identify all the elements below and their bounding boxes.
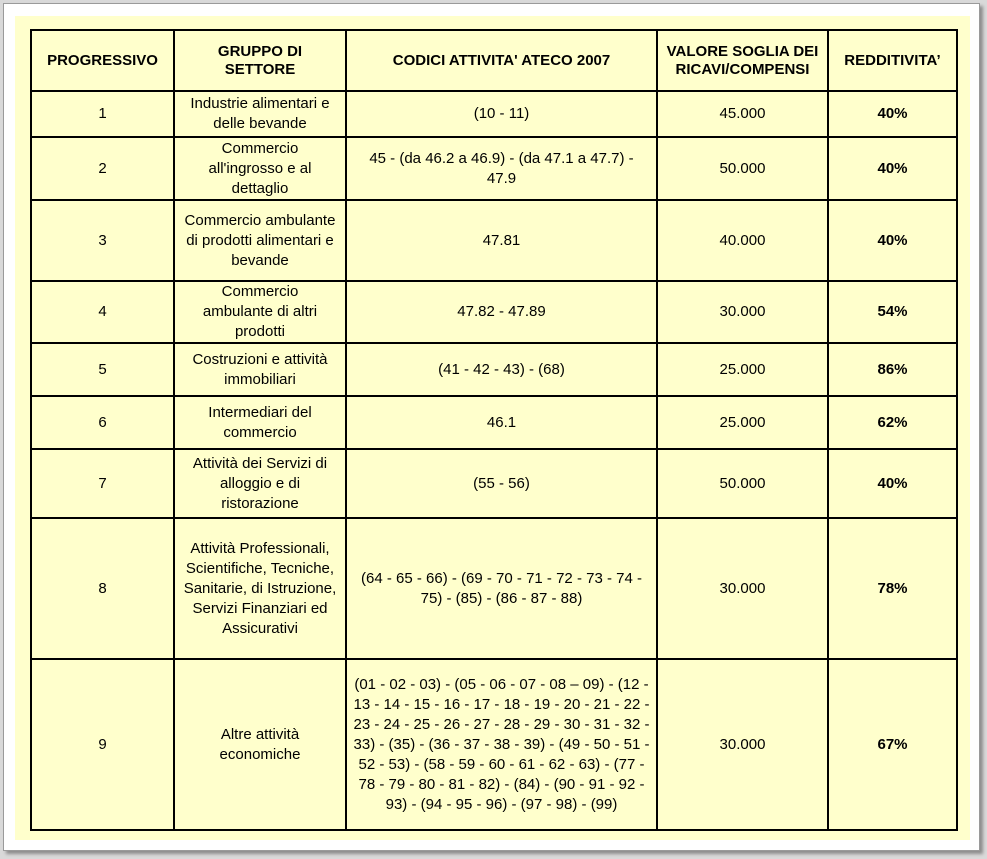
table-row: [31, 91, 957, 137]
header-row: [31, 30, 957, 91]
header-progressivo: PROGRESSIVO: [31, 30, 174, 91]
table-row: [31, 518, 957, 659]
cell-codici: (01 - 02 - 03) - (05 - 06 - 07 - 08 – 09) - (12 - 13 - 14 - 15 - 16 - 17 - 18 - 19 - 20 - 21 - 22 - 23 - 24 - 25 - 26 - 27 - 28 - 29 - 30 - 31 - 32 - 33) - (35) - (36 - 37 - 38 - 39) - (49 - 50 - 51 - 52 - 53) - (58 - 59 - 60 - 61 - 62 - 63) - (77 - 78 - 79 - 80 - 81 - 82) - (84) - (90 - 91 - 92 - 93) - (94 - 95 - 96) - (97 - 98) - (99): [346, 659, 657, 830]
cell-progressivo: 3: [31, 200, 174, 281]
cell-redditivita: 78%: [828, 518, 957, 659]
cell-gruppo: Commercio all'ingrosso e al dettaglio: [174, 137, 346, 200]
cell-gruppo: Intermediari del commercio: [174, 396, 346, 449]
cell-progressivo: 4: [31, 281, 174, 343]
cell-gruppo: Attività Professionali, Scientifiche, Tecniche, Sanitarie, di Istruzione, Servizi Finanziari ed Assicurativi: [174, 518, 346, 659]
cell-redditivita: 67%: [828, 659, 957, 830]
cell-gruppo: Attività dei Servizi di alloggio e di ristorazione: [174, 449, 346, 518]
cell-progressivo: 9: [31, 659, 174, 830]
cell-gruppo: Commercio ambulante di altri prodotti: [174, 281, 346, 343]
table-row: [31, 343, 957, 396]
cell-redditivita: 40%: [828, 449, 957, 518]
ateco-thresholds-table: [30, 29, 958, 831]
cell-codici: 45 - (da 46.2 a 46.9) - (da 47.1 a 47.7) - 47.9: [346, 137, 657, 200]
cell-codici: 47.81: [346, 200, 657, 281]
cell-redditivita: 40%: [828, 137, 957, 200]
header-soglia: VALORE SOGLIA DEI RICAVI/COMPENSI: [657, 30, 828, 91]
cell-codici: (41 - 42 - 43) - (68): [346, 343, 657, 396]
cell-soglia: 50.000: [657, 137, 828, 200]
cell-gruppo: Costruzioni e attività immobiliari: [174, 343, 346, 396]
cell-soglia: 25.000: [657, 343, 828, 396]
cell-redditivita: 54%: [828, 281, 957, 343]
cell-progressivo: 8: [31, 518, 174, 659]
cell-codici: (64 - 65 - 66) - (69 - 70 - 71 - 72 - 73 - 74 - 75) - (85) - (86 - 87 - 88): [346, 518, 657, 659]
table-row: [31, 137, 957, 200]
cell-progressivo: 6: [31, 396, 174, 449]
cell-gruppo: Industrie alimentari e delle bevande: [174, 91, 346, 137]
cell-progressivo: 7: [31, 449, 174, 518]
header-redditivita: REDDITIVITA’: [828, 30, 957, 91]
cell-soglia: 50.000: [657, 449, 828, 518]
cell-redditivita: 62%: [828, 396, 957, 449]
cell-soglia: 30.000: [657, 659, 828, 830]
cell-soglia: 30.000: [657, 281, 828, 343]
cell-gruppo: Commercio ambulante di prodotti alimentari e bevande: [174, 200, 346, 281]
cell-soglia: 25.000: [657, 396, 828, 449]
cell-redditivita: 40%: [828, 91, 957, 137]
header-codici: CODICI ATTIVITA' ATECO 2007: [346, 30, 657, 91]
cell-codici: 46.1: [346, 396, 657, 449]
cell-codici: (55 - 56): [346, 449, 657, 518]
cell-progressivo: 2: [31, 137, 174, 200]
cell-redditivita: 40%: [828, 200, 957, 281]
cell-gruppo: Altre attività economiche: [174, 659, 346, 830]
table-row: [31, 396, 957, 449]
cell-codici: (10 - 11): [346, 91, 657, 137]
cell-redditivita: 86%: [828, 343, 957, 396]
table-row: [31, 200, 957, 281]
cell-soglia: 45.000: [657, 91, 828, 137]
cell-soglia: 30.000: [657, 518, 828, 659]
header-gruppo: GRUPPO DI SETTORE: [174, 30, 346, 91]
table-row: [31, 659, 957, 830]
table-row: [31, 281, 957, 343]
cell-progressivo: 5: [31, 343, 174, 396]
cell-soglia: 40.000: [657, 200, 828, 281]
table-row: [31, 449, 957, 518]
cell-progressivo: 1: [31, 91, 174, 137]
cell-codici: 47.82 - 47.89: [346, 281, 657, 343]
